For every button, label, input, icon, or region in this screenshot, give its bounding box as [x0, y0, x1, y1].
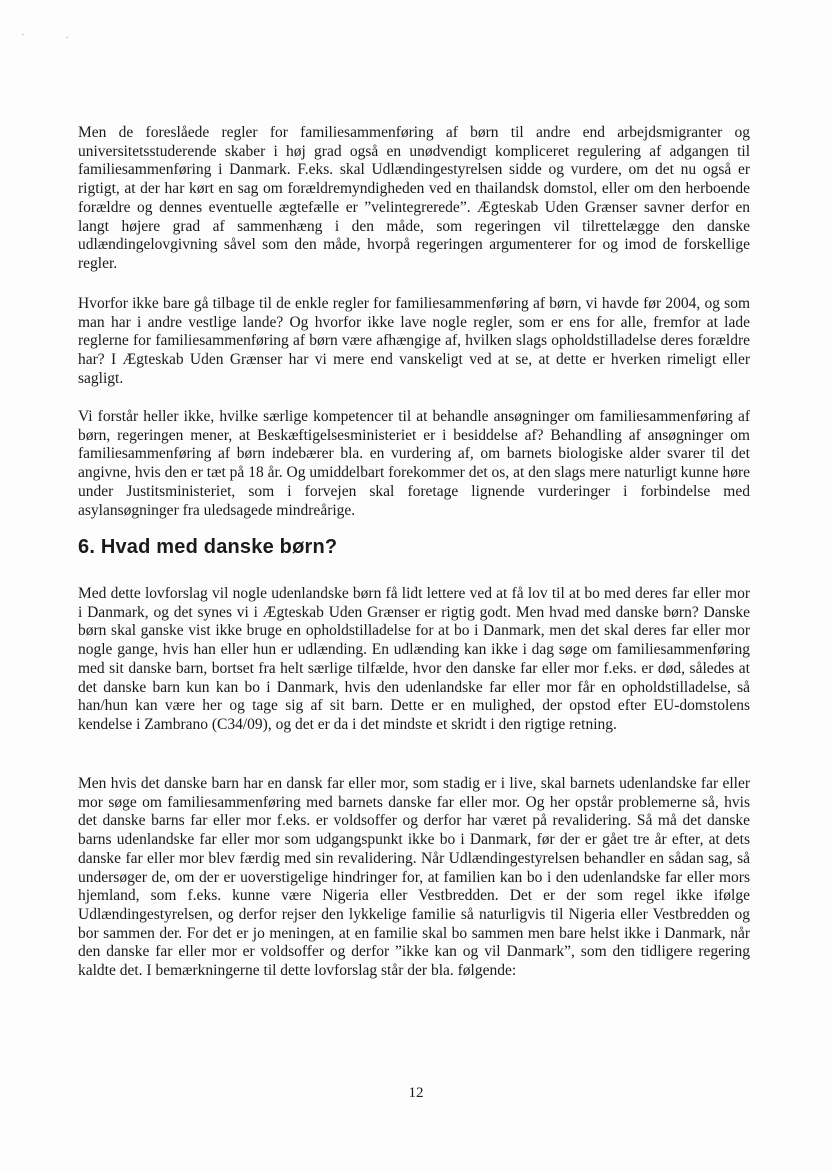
scan-speck: [66, 37, 68, 38]
page-number: 12: [408, 1085, 424, 1101]
paragraph-danish-children: Med dette lovforslag vil nogle udenlandske børn få lidt lettere ved at få lov til at bo med deres far eller mor i Danmark, og det synes vi i Ægteskab Uden Grænser er rigtig godt. Men hvad med danske børn? Danske børn skal ganske vist ikke bruge en opholdstilladelse for at bo i Danmark, men det skal deres far eller mor nogle gange, hvis han eller hun er udlænding. En udlænding kan ikke i dag søge om familiesammenføring med sit danske barn, bortset fra helt særlige tilfælde, hvor den danske far eller mor f.eks. er død, således at det danske barn kun kan bo i Danmark, hvis den udenlandske far eller mor får en opholdstilladelse, så han/hun kan være her og tage sig af sit barn. Dette er en mulighed, der opstod efter EU-domstolens kendelse i Zambrano (C34/09), og det er da i det mindste et skridt i den rigtige retning.: [78, 585, 750, 733]
section-heading: 6. Hvad med danske børn?: [78, 536, 338, 558]
paragraph-family-reunification-rules: Men de foreslåede regler for familiesammenføring af børn til andre end arbejdsmigranter og universitetsstuderende skaber i høj grad også en unødvendigt kompliceret regulering af adgangen til familiesammenføring i Danmark. F.eks. skal Udlændingestyrelsen sidde og vurdere, om det nu også er rigtigt, at der har kørt en sag om forældremyndigheden ved en thailandsk domstol, eller om den herboende forældre og dennes eventuelle ægtefælle er ”velintegrerede”. Ægteskab Uden Grænser savner derfor en langt højere grad af sammenhæng i den måde, som regeringen vil tilrettelægge den danske udlændingelovgivning såvel som den måde, hvorpå regeringen argumenterer for og imod de forskellige regler.: [78, 124, 750, 272]
paragraph-return-to-simple-rules: Hvorfor ikke bare gå tilbage til de enkle regler for familiesammenføring af børn, vi havde før 2004, og som man har i andre vestlige lande? Og hvorfor ikke lave nogle regler, som er ens for alle, fremfor at lade reglerne for familiesammenføring af børn være afhængige af, hvilken slags opholdstilladelse deres forældre har? I Ægteskab Uden Grænser har vi mere end vanskeligt ved at se, at dette er hverken rimeligt eller sagligt.: [78, 295, 750, 387]
scan-speck: [22, 34, 24, 35]
paragraph-danish-parent-alive: Men hvis det danske barn har en dansk far eller mor, som stadig er i live, skal barnets udenlandske far eller mor søge om familiesammenføring med barnets danske far eller mor. Og her opstår problemerne så, hvis det danske barns far eller mor f.eks. er voldsoffer og derfor har været på revalidering. Så må det danske barns udenlandske far eller mor som udgangspunkt ikke bo i Danmark, før der er gået tre år efter, at dets danske far eller mor blev færdig med sin revalidering. Når Udlændingestyrelsen behandler en sådan sag, så undersøger de, om der er uoverstigelige hindringer for, at familien kan bo i den udenlandske far eller mors hjemland, som f.eks. kunne være Nigeria eller Vestbredden. Det er der som regel ikke ifølge Udlændingestyrelsen, og derfor rejser den lykkelige familie så naturligvis til Nigeria eller Vestbredden og bor sammen der. For det er jo meningen, at en familie skal bo sammen men bare helst ikke i Danmark, når den danske far eller mor er voldsoffer og derfor ”ikke kan og vil Danmark”, som den tidligere regering kaldte det. I bemærkningerne til dette lovforslag står der bla. følgende:: [78, 775, 750, 980]
paragraph-ministry-competences: Vi forstår heller ikke, hvilke særlige kompetencer til at behandle ansøgninger om familiesammenføring af børn, regeringen mener, at Beskæftigelsesministeriet er i besiddelse af? Behandling af ansøgninger om familiesammenføring af børn indebærer bla. en vurdering af, om barnets biologiske alder svarer til det angivne, hvis den er tæt på 18 år. Og umiddelbart forekommer det os, at den slags mere naturligt kunne høre under Justitsministeriet, som i forvejen skal foretage lignende vurderinger i forbindelse med asylansøgninger fra uledsagede mindreårige.: [78, 408, 750, 519]
